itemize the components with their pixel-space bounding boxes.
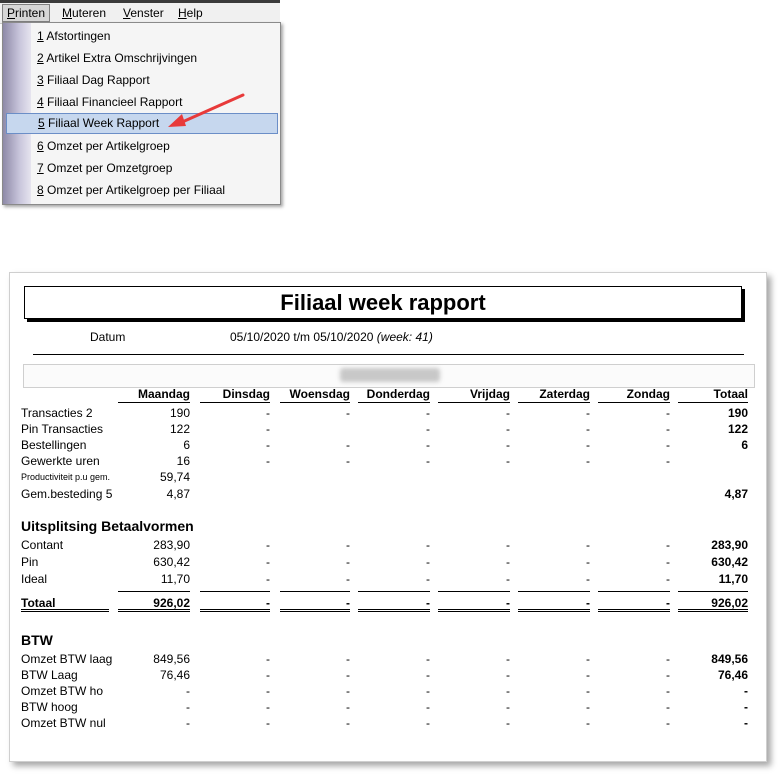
col-underline xyxy=(438,402,510,403)
cell-donderdag: - xyxy=(426,406,430,420)
cell-totaal: 849,56 xyxy=(711,652,748,666)
row-label: Totaal xyxy=(21,596,56,610)
cell-donderdag: - xyxy=(426,422,430,436)
cell-woensdag: - xyxy=(346,406,350,420)
cell-woensdag: - xyxy=(346,684,350,698)
row-label: Contant xyxy=(21,538,64,552)
cell-maandag: 630,42 xyxy=(153,555,190,569)
cell-dinsdag: - xyxy=(266,422,270,436)
cell-maandag: - xyxy=(186,716,190,730)
cell-maandag: 6 xyxy=(183,438,190,452)
col-underline xyxy=(598,402,670,403)
cell-woensdag: - xyxy=(346,555,350,569)
cell-zondag: - xyxy=(666,555,670,569)
cell-maandag: 59,74 xyxy=(159,470,190,484)
menu-help[interactable]: Help xyxy=(178,6,203,20)
row-label: Omzet BTW nul xyxy=(21,716,106,730)
cell-totaal: 283,90 xyxy=(711,538,748,552)
menu-item-omzet-omzetgroep[interactable]: 7 Omzet per Omzetgroep xyxy=(37,161,173,175)
col-header-zaterdag: Zaterdag xyxy=(539,387,590,401)
cell-maandag: 4,87 xyxy=(166,487,190,501)
col-header-totaal: Totaal xyxy=(713,387,748,401)
menu-item-afstortingen[interactable]: 1 Afstortingen xyxy=(37,29,111,43)
cell-vrijdag: - xyxy=(506,422,510,436)
row-label: Pin Transacties xyxy=(21,422,104,436)
header-divider xyxy=(33,354,744,355)
menu-item-filiaal-dag[interactable]: 3 Filiaal Dag Rapport xyxy=(37,73,150,87)
cell-donderdag: - xyxy=(426,454,430,468)
store-name-redacted xyxy=(340,368,440,382)
cell-totaal: 11,70 xyxy=(718,572,748,586)
arrow-annotation-icon xyxy=(0,0,778,220)
cell-vrijdag: - xyxy=(506,438,510,452)
datum-value: 05/10/2020 t/m 05/10/2020 (week: 41) xyxy=(230,330,433,344)
menu-muteren[interactable]: Muteren xyxy=(62,6,107,20)
cell-vrijdag: - xyxy=(506,454,510,468)
menu-venster[interactable]: Venster xyxy=(123,6,164,20)
cell-zondag: - xyxy=(666,652,670,666)
cell-vrijdag: - xyxy=(506,596,510,610)
total-rule xyxy=(118,591,190,592)
cell-vrijdag: - xyxy=(506,668,510,682)
cell-vrijdag: - xyxy=(506,572,510,586)
row-label: Gem.besteding 5 xyxy=(21,487,113,501)
cell-totaal: 630,42 xyxy=(711,555,748,569)
cell-vrijdag: - xyxy=(506,652,510,666)
cell-woensdag: - xyxy=(346,454,350,468)
cell-zondag: - xyxy=(666,538,670,552)
week-report xyxy=(9,272,767,762)
cell-donderdag: - xyxy=(426,652,430,666)
total-rule xyxy=(280,591,350,592)
cell-maandag: 926,02 xyxy=(153,596,190,610)
cell-vrijdag: - xyxy=(506,684,510,698)
row-label: Transacties 2 xyxy=(21,406,93,420)
cell-zaterdag: - xyxy=(586,422,590,436)
cell-maandag: 283,90 xyxy=(153,538,190,552)
cell-donderdag: - xyxy=(426,438,430,452)
menu-item-omzet-artikelgroep-filiaal[interactable]: 8 Omzet per Artikelgroep per Filiaal xyxy=(37,183,226,197)
row-label: Productiviteit p.u gem. xyxy=(21,472,111,482)
cell-totaal: 76,46 xyxy=(717,668,748,682)
menu-item-artikel-extra[interactable]: 2 Artikel Extra Omschrijvingen xyxy=(37,51,198,65)
cell-dinsdag: - xyxy=(266,652,270,666)
cell-dinsdag: - xyxy=(266,438,270,452)
cell-donderdag: - xyxy=(426,668,430,682)
cell-totaal: - xyxy=(744,684,748,698)
cell-vrijdag: - xyxy=(506,538,510,552)
cell-zaterdag: - xyxy=(586,668,590,682)
cell-vrijdag: - xyxy=(506,406,510,420)
total-rule xyxy=(518,591,590,592)
total-rule xyxy=(358,591,430,592)
cell-totaal: 926,02 xyxy=(711,596,748,610)
cell-dinsdag: - xyxy=(266,700,270,714)
cell-zondag: - xyxy=(666,422,670,436)
col-underline xyxy=(678,402,748,403)
cell-zaterdag: - xyxy=(586,684,590,698)
cell-donderdag: - xyxy=(426,555,430,569)
cell-zondag: - xyxy=(666,454,670,468)
row-label: Ideal xyxy=(21,572,48,586)
row-label: Gewerkte uren xyxy=(21,454,100,468)
cell-donderdag: - xyxy=(426,716,430,730)
cell-woensdag: - xyxy=(346,572,350,586)
cell-maandag: 16 xyxy=(176,454,190,468)
report-title: Filiaal week rapport xyxy=(24,286,742,319)
cell-totaal: 122 xyxy=(727,422,748,436)
cell-maandag: - xyxy=(186,700,190,714)
col-underline xyxy=(118,402,190,403)
cell-dinsdag: - xyxy=(266,454,270,468)
cell-dinsdag: - xyxy=(266,668,270,682)
cell-zaterdag: - xyxy=(586,572,590,586)
cell-totaal: 190 xyxy=(727,406,748,420)
cell-totaal: 4,87 xyxy=(724,487,748,501)
cell-zondag: - xyxy=(666,596,670,610)
menu-item-filiaal-financieel[interactable]: 4 Filiaal Financieel Rapport xyxy=(37,95,183,109)
cell-totaal: - xyxy=(744,700,748,714)
cell-vrijdag: - xyxy=(506,716,510,730)
row-label: Bestellingen xyxy=(21,438,87,452)
cell-donderdag: - xyxy=(426,700,430,714)
cell-woensdag: - xyxy=(346,716,350,730)
col-header-woensdag: Woensdag xyxy=(289,387,350,401)
row-label: Omzet BTW ho xyxy=(21,684,104,698)
col-header-dinsdag: Dinsdag xyxy=(222,387,270,401)
row-label: BTW Laag xyxy=(21,668,78,682)
cell-vrijdag: - xyxy=(506,555,510,569)
cell-woensdag: - xyxy=(346,652,350,666)
cell-dinsdag: - xyxy=(266,555,270,569)
cell-vrijdag: - xyxy=(506,700,510,714)
cell-dinsdag: - xyxy=(266,716,270,730)
row-label: BTW hoog xyxy=(21,700,78,714)
cell-totaal: 6 xyxy=(741,438,748,452)
row-label: Omzet BTW laag xyxy=(21,652,113,666)
cell-zaterdag: - xyxy=(586,700,590,714)
cell-woensdag: - xyxy=(346,538,350,552)
cell-donderdag: - xyxy=(426,572,430,586)
cell-zaterdag: - xyxy=(586,538,590,552)
cell-maandag: 11,70 xyxy=(160,572,190,586)
col-underline xyxy=(200,402,270,403)
menu-printen[interactable]: Printen xyxy=(2,4,50,22)
cell-zaterdag: - xyxy=(586,406,590,420)
cell-dinsdag: - xyxy=(266,538,270,552)
cell-maandag: - xyxy=(186,684,190,698)
cell-donderdag: - xyxy=(426,596,430,610)
cell-zaterdag: - xyxy=(586,716,590,730)
menu-item-omzet-artikelgroep[interactable]: 6 Omzet per Artikelgroep xyxy=(37,139,170,153)
cell-totaal: - xyxy=(744,716,748,730)
cell-zondag: - xyxy=(666,438,670,452)
cell-woensdag: - xyxy=(346,596,350,610)
cell-dinsdag: - xyxy=(266,572,270,586)
cell-zondag: - xyxy=(666,700,670,714)
cell-donderdag: - xyxy=(426,684,430,698)
col-header-zondag: Zondag xyxy=(626,387,670,401)
col-underline xyxy=(358,402,430,403)
cell-zondag: - xyxy=(666,716,670,730)
cell-zondag: - xyxy=(666,406,670,420)
col-header-maandag: Maandag xyxy=(137,387,190,401)
cell-woensdag: - xyxy=(346,700,350,714)
total-rule xyxy=(678,591,748,592)
menu-item-filiaal-week[interactable]: 5 Filiaal Week Rapport xyxy=(6,113,278,134)
section-btw: BTW xyxy=(21,632,53,648)
cell-maandag: 122 xyxy=(169,422,190,436)
cell-zaterdag: - xyxy=(586,454,590,468)
total-rule xyxy=(200,591,270,592)
cell-woensdag: - xyxy=(346,668,350,682)
cell-dinsdag: - xyxy=(266,684,270,698)
cell-maandag: 190 xyxy=(169,406,190,420)
cell-donderdag: - xyxy=(426,538,430,552)
cell-zondag: - xyxy=(666,684,670,698)
col-underline xyxy=(518,402,590,403)
row-label: Pin xyxy=(21,555,39,569)
section-betaalvormen: Uitsplitsing Betaalvormen xyxy=(21,518,194,534)
total-rule xyxy=(598,591,670,592)
cell-zaterdag: - xyxy=(586,555,590,569)
col-underline xyxy=(280,402,350,403)
col-header-donderdag: Donderdag xyxy=(366,387,430,401)
cell-zaterdag: - xyxy=(586,652,590,666)
cell-zaterdag: - xyxy=(586,438,590,452)
cell-maandag: 849,56 xyxy=(153,652,190,666)
cell-zondag: - xyxy=(666,668,670,682)
cell-maandag: 76,46 xyxy=(159,668,190,682)
cell-dinsdag: - xyxy=(266,406,270,420)
col-header-vrijdag: Vrijdag xyxy=(469,387,510,401)
cell-zaterdag: - xyxy=(586,596,590,610)
cell-dinsdag: - xyxy=(266,596,270,610)
total-rule xyxy=(438,591,510,592)
datum-label: Datum xyxy=(90,330,126,344)
cell-zondag: - xyxy=(666,572,670,586)
cell-woensdag: - xyxy=(346,438,350,452)
